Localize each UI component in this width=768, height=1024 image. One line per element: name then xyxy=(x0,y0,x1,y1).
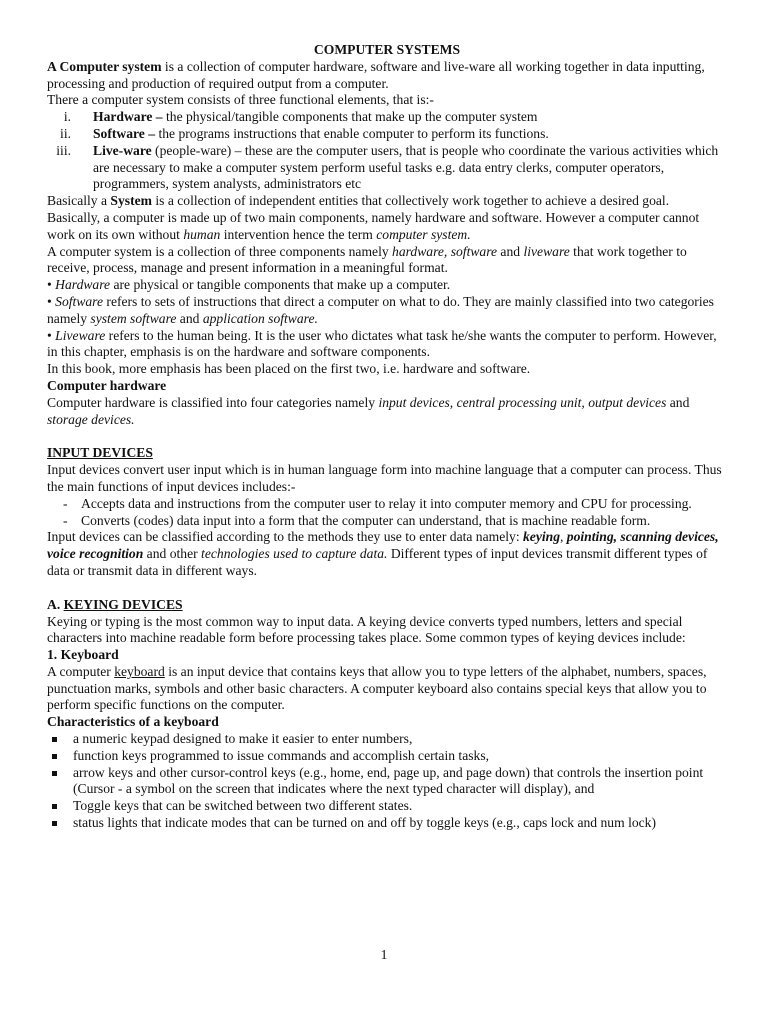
classification-paragraph xyxy=(47,529,727,579)
intro-text: is a collection of computer hardware, software and live-ware all working together in data inputting, processing and production of required output from a computer. xyxy=(47,58,705,91)
text-span: is an input device that contains keys that allow you to type letters of the alphabet, numbers, spaces, punctuation marks, symbols and other basic characters. A computer keyboard also contains special keys that allow you to perform specific functions on the computer. xyxy=(47,663,707,713)
emphasis-text: application software. xyxy=(202,310,318,326)
input-functions-list xyxy=(47,496,727,530)
list-number: iii. xyxy=(56,142,71,158)
text-span: are physical or tangible components that make up a computer. xyxy=(110,277,451,293)
list-item xyxy=(47,109,727,126)
emphasis-text: input devices, central processing unit, output devices xyxy=(378,394,667,410)
emphasis-text: hardware, software xyxy=(392,243,498,259)
section-label: KEYING DEVICES xyxy=(63,596,183,612)
square-bullet-icon xyxy=(52,821,57,826)
list-item xyxy=(47,143,727,193)
text-span: A computer system is a collection of three components namely xyxy=(47,243,393,259)
bullet-software xyxy=(47,294,727,328)
text-span: Basically a xyxy=(47,193,111,209)
text-span: and xyxy=(176,310,203,326)
text-span: Input devices can be classified according to the methods they use to enter data namely: xyxy=(47,529,523,545)
hardware-paragraph xyxy=(47,395,727,429)
text-span: Computer hardware is classified into four categories namely xyxy=(47,394,379,410)
text-span: and other xyxy=(143,546,202,562)
element-text: the programs instructions that enable computer to perform its functions. xyxy=(155,125,549,141)
bold-italic-text: keying xyxy=(523,529,560,545)
list-item xyxy=(47,731,727,748)
square-bullet-icon xyxy=(52,804,57,809)
emphasis-text: Software xyxy=(55,293,104,309)
square-bullet-icon xyxy=(52,771,57,776)
page-title: COMPUTER SYSTEMS xyxy=(313,42,461,57)
keyboard-link[interactable]: keyboard xyxy=(114,663,165,679)
element-term: Hardware – xyxy=(93,109,163,125)
intro-line2: There a computer system consists of three functional elements, that is:- xyxy=(47,92,434,108)
list-text: a numeric keypad designed to make it easier to enter numbers, xyxy=(73,731,413,747)
hardware-heading: Computer hardware xyxy=(47,377,167,393)
text-span: that work together to receive, process, manage and present information in a meaningful format. xyxy=(47,243,687,276)
emphasis-text: Liveware xyxy=(55,327,106,343)
list-text: Toggle keys that can be switched between two different states. xyxy=(73,798,413,814)
list-text: Accepts data and instructions from the computer user to relay it into computer memory and CPU for processing. xyxy=(81,495,692,511)
input-devices-heading: INPUT DEVICES xyxy=(47,445,153,461)
bold-italic-text: pointing, scanning devices, voice recognition xyxy=(47,529,719,562)
emphasis-text: human xyxy=(183,226,221,242)
document-page xyxy=(47,42,727,832)
bullet-liveware xyxy=(47,328,727,362)
text-span: refers to the human being. It is the user who dictates what task he/she wants the computer to perform. However, in this chapter, emphasis is on the hardware and software components. xyxy=(47,327,717,360)
keyboard-paragraph xyxy=(47,664,727,714)
emphasis-text: technologies used to capture data. xyxy=(201,546,388,562)
emphasis-text: Hardware xyxy=(55,277,111,293)
element-term: Software – xyxy=(93,125,156,141)
emphasis-text: computer system. xyxy=(376,226,471,242)
list-number: ii. xyxy=(60,125,71,141)
emphasis-text: liveware xyxy=(523,243,570,259)
square-bullet-icon xyxy=(52,754,57,759)
square-bullet-icon xyxy=(52,737,57,742)
bullet-mark: • xyxy=(47,277,56,293)
text-span: , xyxy=(560,529,567,545)
list-item xyxy=(47,126,727,143)
emphasis-text: storage devices. xyxy=(47,411,135,427)
text-span: refers to sets of instructions that direct a computer on what to do. They are mainly classified into two categories namely xyxy=(47,293,714,326)
dash-mark: - xyxy=(63,512,68,528)
list-text: arrow keys and other cursor-control keys (e.g., home, end, page up, and page down) that controls the insertion point (Cursor - a symbol on the screen that indicates where the next typed character will display), and xyxy=(73,764,704,797)
text-span: intervention hence the term xyxy=(220,226,377,242)
system-term: System xyxy=(110,193,152,209)
dash-mark: - xyxy=(63,495,68,511)
text-span: Different types of input devices transmit different types of data or transmit data in different ways. xyxy=(47,546,708,578)
list-text: status lights that indicate modes that can be turned on and off by toggle keys (e.g., caps lock and num lock) xyxy=(73,815,657,831)
element-text: (people-ware) – these are the computer users, that is people who coordinate the various activities which are necessary to make a computer system perform useful tasks e.g. data entry clerks, computer operators, programmers, system analysts, administrators etc xyxy=(93,142,719,192)
characteristics-heading: Characteristics of a keyboard xyxy=(47,714,219,730)
text-span: is a collection of independent entities that collectively work together to achieve a desired goal. xyxy=(151,193,670,209)
intro-term: A Computer system xyxy=(47,58,162,74)
text-span: and xyxy=(666,394,690,410)
list-text: Converts (codes) data input into a form that the computer can understand, that is machine readable form. xyxy=(81,512,651,528)
bullet-mark: • xyxy=(47,327,56,343)
list-number: i. xyxy=(63,109,71,125)
list-item xyxy=(47,815,727,832)
elements-list xyxy=(47,109,727,193)
list-item xyxy=(47,496,727,513)
emphasis-text: system software xyxy=(90,310,177,326)
basically-paragraph xyxy=(47,210,727,244)
emphasis-paragraph: In this book, more emphasis has been placed on the first two, i.e. hardware and software. xyxy=(47,361,531,377)
element-text: the physical/tangible components that make up the computer system xyxy=(162,109,538,125)
text-span: A computer xyxy=(47,663,115,679)
three-components-paragraph xyxy=(47,244,727,278)
element-term: Live-ware xyxy=(93,142,152,158)
spacer xyxy=(47,580,727,597)
list-item xyxy=(47,798,727,815)
list-item xyxy=(47,765,727,799)
section-letter: A. xyxy=(47,596,64,612)
input-devices-paragraph: Input devices convert user input which is in human language form into machine language that a computer can process. Thus the main functions of input devices includes:- xyxy=(47,462,722,494)
list-item xyxy=(47,748,727,765)
page-number: 1 xyxy=(380,947,388,962)
list-item xyxy=(47,513,727,530)
keying-paragraph: Keying or typing is the most common way to input data. A keying device converts typed numbers, letters and special characters into machine readable form before processing takes place. Some common types of keying devices include: xyxy=(47,613,686,646)
keyboard-heading: 1. Keyboard xyxy=(47,647,119,663)
bullet-mark: • xyxy=(47,293,56,309)
system-definition xyxy=(47,193,727,210)
list-text: function keys programmed to issue commands and accomplish certain tasks, xyxy=(73,747,490,763)
bullet-hardware xyxy=(47,277,727,294)
intro-paragraph xyxy=(47,59,727,93)
keying-heading xyxy=(47,597,727,614)
characteristics-list xyxy=(47,731,727,832)
spacer xyxy=(47,428,727,445)
text-span: Basically, a computer is made up of two main components, namely hardware and software. However a computer cannot work on its own without xyxy=(47,209,700,242)
text-span: and xyxy=(497,243,524,259)
